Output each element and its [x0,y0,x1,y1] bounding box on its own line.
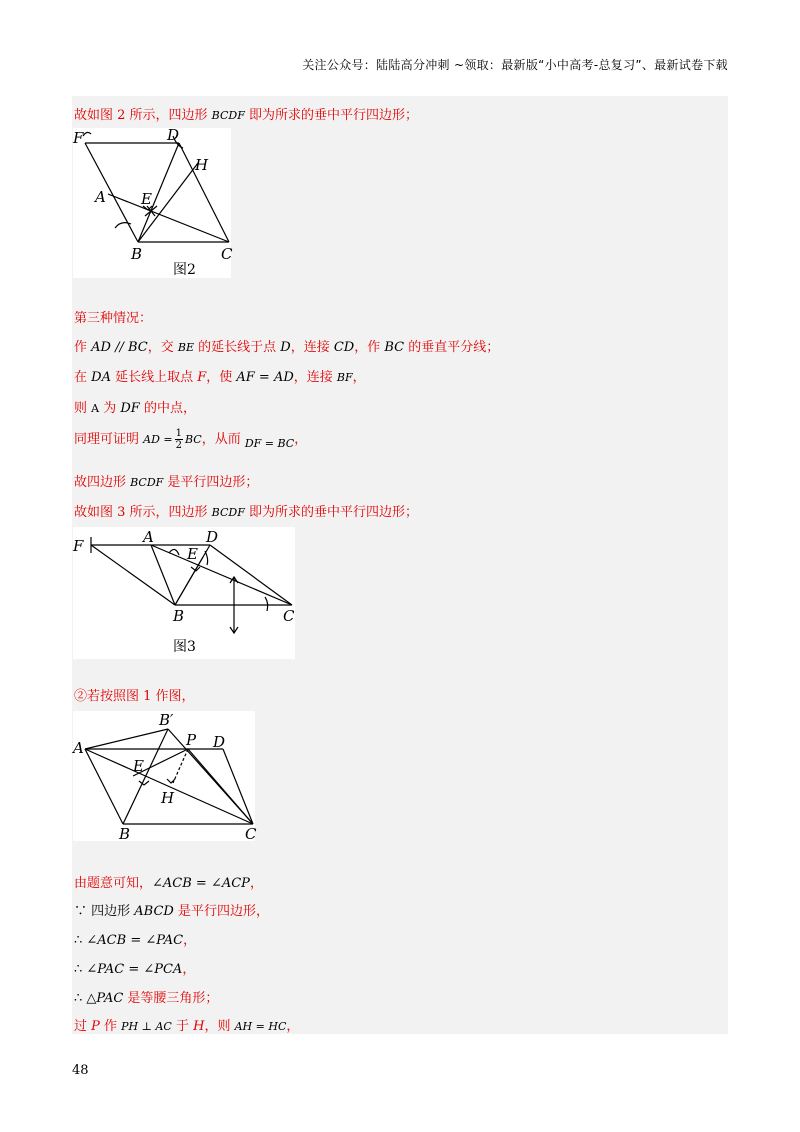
text-line-14: ∴ △PAC 是等腰三角形； [74,991,219,1006]
page-number: 48 [72,1063,89,1078]
text-line-10: 由题意可知，∠ACB = ∠ACP， [74,876,263,891]
text-line-12: ∴ ∠ACB = ∠PAC， [74,933,197,948]
fig1-label-Bp: B′ [159,711,174,729]
fig3-label-A: A [143,528,154,546]
text-line-9: ②若按照图 1 作图， [74,689,195,704]
fig2-caption: 图2 [173,262,196,278]
fig1-label-H: H [161,789,175,807]
fig3-label-B: B [173,607,185,625]
fig2-label-A: A [95,188,106,206]
fig2-label-H: H [195,156,209,174]
text-line-15: 过 P 作 PH ⊥ AC 于 H，则 AH = HC， [74,1019,300,1034]
text-line-11: ∵ 四边形 ABCD 是平行四边形， [74,904,269,919]
text-line-13: ∴ ∠PAC = ∠PCA， [74,962,196,977]
fig1-label-A: A [73,739,84,757]
fig2-label-D: D [167,126,180,144]
fig3-label-D: D [206,528,219,546]
text-line-2: 第三种情况： [74,311,153,326]
page-header: 关注公众号：陆陆高分冲刺 ~领取：最新版“小中高考-总复习”、最新试卷下载 [302,58,728,72]
fig2-label-C: C [221,245,233,263]
fig3-label-E: E [187,545,198,563]
fig2-label-E: E [141,190,152,208]
text-line-6: 同理可证明 AD = $\frac{1}{2}$ BC，从而 $_{DF = BC}$， [74,428,308,451]
text-line-3: 作 AD // BC，交 BE 的延长线于点 D，连接 CD，作 BC 的垂直平分线； [74,340,500,355]
fig3-caption: 图3 [173,639,196,655]
figure-3 [73,527,295,659]
text-line-1: 故如图 2 所示，四边形 BCDF 即为所求的垂中平行四边形； [74,108,418,123]
figure-1 [73,711,255,841]
figure-2 [73,128,231,278]
text-line-8: 故如图 3 所示，四边形 BCDF 即为所求的垂中平行四边形； [74,505,418,520]
fig1-label-P: P [186,731,197,749]
fig1-label-D: D [213,733,226,751]
fig2-label-B: B [131,245,143,263]
fig1-label-E: E [133,757,144,775]
fig1-label-C: C [245,825,257,843]
text-line-5: 则 A 为 DF 的中点， [74,401,196,416]
fig2-label-F: F [73,129,84,147]
text-line-4: 在 DA 延长线上取点 F，使 AF = AD，连接 BF， [74,370,366,385]
fig3-label-F: F [73,537,84,555]
fig3-label-C: C [283,607,295,625]
text-line-7: 故四边形 BCDF 是平行四边形； [74,475,259,490]
fig1-label-B: B [119,825,131,843]
